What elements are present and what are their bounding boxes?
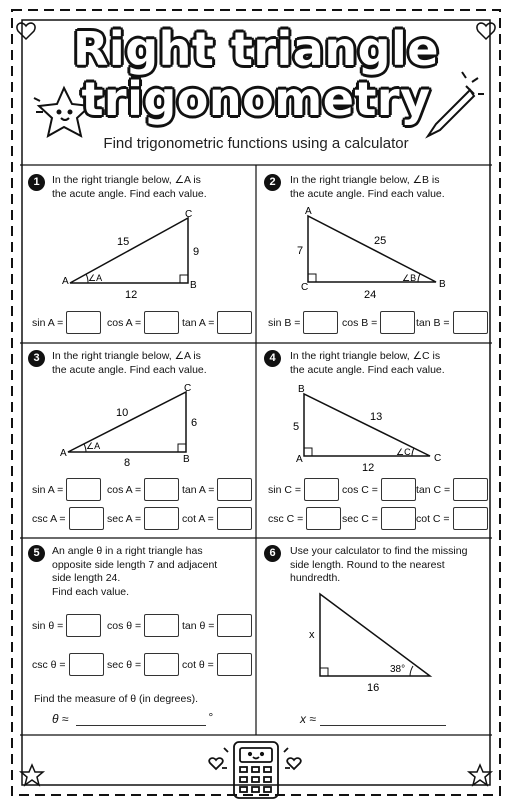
triangle-diagram	[290, 382, 450, 474]
answer-box[interactable]	[380, 311, 415, 334]
title-line-2: trigonometry	[81, 72, 431, 126]
problem-prompt: Use your calculator to find the missing side length. Round to the nearest hundredth.	[290, 545, 468, 584]
vertex-label: B	[298, 384, 305, 395]
answer-label: tan B =	[416, 316, 450, 329]
answer-label: sin B =	[268, 316, 301, 329]
measure-prompt: Find the measure of θ (in degrees).	[34, 693, 199, 705]
answer-label: csc A =	[32, 512, 66, 525]
vertex-label: A	[305, 206, 312, 217]
angle-label: ∠B	[402, 273, 417, 283]
calculator-icon	[209, 742, 301, 798]
answer-label: csc C =	[268, 512, 304, 525]
answer-box[interactable]	[66, 311, 101, 334]
angle-label: ∠A	[88, 273, 103, 283]
vertex-label: C	[434, 453, 442, 464]
side-label: 7	[297, 245, 304, 257]
answer-label: cos B =	[342, 316, 378, 329]
side-label: 24	[364, 289, 377, 301]
triangle-diagram	[296, 204, 456, 300]
answer-label: sin θ =	[32, 619, 64, 632]
vertex-label: C	[301, 282, 309, 293]
answer-label: cos A =	[107, 316, 142, 329]
answer-label: tan A =	[182, 483, 215, 496]
answer-label: sin A =	[32, 316, 64, 329]
answer-box[interactable]	[217, 614, 252, 637]
answer-box[interactable]	[144, 311, 179, 334]
problem-number: 5	[28, 545, 45, 562]
answer-label: cos C =	[342, 483, 378, 496]
answer-label: sin A =	[32, 483, 64, 496]
answer-label: tan θ =	[182, 619, 215, 632]
answer-label: sec A =	[107, 512, 142, 525]
answer-label: cot A =	[182, 512, 214, 525]
answer-box[interactable]	[303, 311, 338, 334]
vertex-label: C	[184, 383, 192, 394]
answer-label: cos θ =	[107, 619, 142, 632]
vertex-label: B	[439, 279, 446, 290]
angle-label: ∠C	[396, 447, 411, 457]
answer-label: tan C =	[416, 483, 451, 496]
vertex-label: B	[183, 454, 190, 465]
answer-box[interactable]	[144, 507, 179, 530]
vertex-label: B	[190, 280, 197, 291]
answer-box[interactable]	[453, 311, 488, 334]
answer-box[interactable]	[217, 507, 252, 530]
title-line-1: Right triangle	[73, 22, 439, 76]
answer-box[interactable]	[144, 614, 179, 637]
answer-label: tan A =	[182, 316, 215, 329]
answer-label: cos A =	[107, 483, 142, 496]
problem-number: 4	[264, 350, 281, 367]
side-label: 15	[117, 236, 130, 248]
answer-box[interactable]	[66, 614, 101, 637]
answer-label: cot C =	[416, 512, 450, 525]
problem-number: 1	[28, 174, 45, 191]
theta-answer-label: θ ≈	[52, 712, 69, 726]
problem-number: 2	[264, 174, 281, 191]
vertex-label: A	[60, 448, 67, 459]
worksheet-subtitle: Find trigonometric functions using a calculator	[103, 135, 409, 152]
vertex-label: A	[62, 276, 69, 287]
vertex-label: C	[185, 209, 193, 220]
triangle-diagram	[300, 590, 440, 698]
problem-prompt: In the right triangle below, ∠C is the acute angle. Find each value.	[290, 350, 445, 376]
theta-answer-line[interactable]	[76, 725, 206, 726]
x-answer-label: x ≈	[300, 712, 316, 726]
problem-number: 6	[264, 545, 281, 562]
side-label: 5	[293, 421, 300, 433]
problem-number: 3	[28, 350, 45, 367]
side-label: 12	[125, 289, 138, 301]
problem-prompt: An angle θ in a right triangle has opposite side length 7 and adjacent side length 24. Find each value.	[52, 545, 218, 598]
answer-box[interactable]	[453, 507, 488, 530]
degree-symbol: °	[208, 710, 213, 724]
side-label: 9	[193, 246, 200, 258]
answer-box[interactable]	[144, 478, 179, 501]
answer-box[interactable]	[304, 478, 339, 501]
side-label: 16	[367, 682, 380, 694]
answer-label: sin C =	[268, 483, 301, 496]
answer-label: csc θ =	[32, 658, 66, 671]
vertex-label: A	[296, 454, 303, 465]
answer-box[interactable]	[217, 478, 252, 501]
answer-box[interactable]	[69, 653, 104, 676]
answer-label: sec θ =	[107, 658, 142, 671]
side-label: x	[309, 629, 315, 641]
problem-prompt: In the right triangle below, ∠B is the acute angle. Find each value.	[290, 174, 445, 200]
side-label: 10	[116, 407, 129, 419]
answer-box[interactable]	[144, 653, 179, 676]
triangle-diagram	[60, 208, 210, 301]
problem-prompt: In the right triangle below, ∠A is the acute angle. Find each value.	[52, 350, 207, 376]
side-label: 8	[124, 457, 131, 469]
star-icon	[21, 765, 491, 785]
side-label: 13	[370, 411, 383, 423]
answer-box[interactable]	[381, 507, 416, 530]
angle-label: 38°	[390, 664, 406, 675]
answer-box[interactable]	[306, 507, 341, 530]
side-label: 12	[362, 462, 375, 474]
answer-box[interactable]	[453, 478, 488, 501]
answer-box[interactable]	[381, 478, 416, 501]
answer-box[interactable]	[69, 507, 104, 530]
side-label: 25	[374, 235, 387, 247]
answer-box[interactable]	[217, 311, 252, 334]
answer-box[interactable]	[217, 653, 252, 676]
problem-prompt: In the right triangle below, ∠A is the acute angle. Find each value.	[52, 174, 207, 200]
triangle-diagram	[58, 382, 208, 468]
angle-label: ∠A	[86, 441, 101, 451]
worksheet-title	[0, 24, 512, 124]
x-answer-line[interactable]	[320, 725, 446, 726]
side-label: 6	[191, 417, 198, 429]
answer-box[interactable]	[66, 478, 101, 501]
answer-label: sec C =	[342, 512, 378, 525]
answer-label: cot θ =	[182, 658, 214, 671]
